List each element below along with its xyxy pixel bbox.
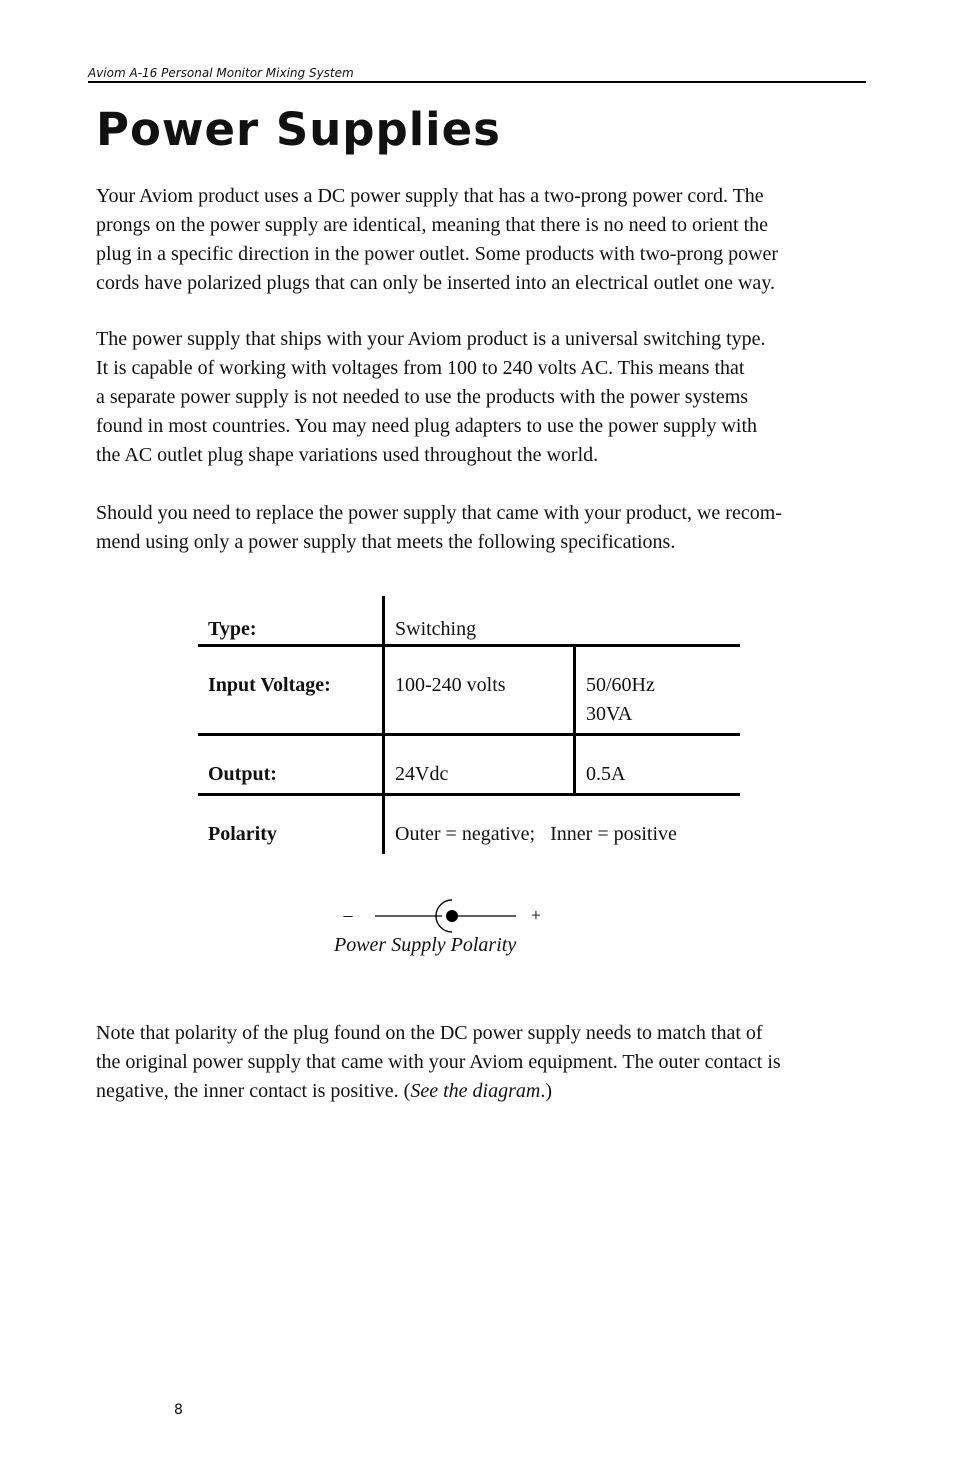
see-diagram-reference: See the diagram [410,1080,541,1102]
spec-value-polarity: Outer = negative; Inner = positive [382,796,740,854]
page-number: 8 [174,1402,183,1418]
spec-label-polarity: Polarity [208,823,277,845]
inner-contact-dot [446,910,458,922]
replacement-paragraph: Should you need to replace the power supply that came with your product, we recom- mend using only a power supply that meets the following specifications. [96,502,782,553]
diagram-caption: Power Supply Polarity [334,934,517,956]
spec-label-type: Type: [208,618,257,640]
spec-row-type [198,596,740,647]
spec-power-rating: 30VA [586,703,633,725]
polarity-note-end: .) [540,1080,553,1102]
spec-value-type: Switching [382,596,740,644]
polarity-note-text: Note that polarity of the plug found on the DC power supply needs to match that of the original power supply that came with your Aviom equipment. The outer contact is negative, the inner contact is positive. ( [96,1022,781,1102]
spec-label-output: Output: [208,763,277,785]
plus-symbol: + [530,905,542,925]
spec-value-input-voltage: 100-240 volts [382,647,573,733]
spec-row-input-voltage [198,647,740,736]
spec-row-polarity [198,796,740,854]
spec-extra-output: 0.5A [573,736,740,793]
minus-symbol: – [343,905,353,925]
spec-extra-input-voltage [573,647,740,733]
spec-label-input-voltage: Input Voltage: [208,674,331,696]
spec-row-output [198,736,740,796]
polarity-note-paragraph [96,1019,856,1106]
polarity-diagram [330,896,560,936]
spec-table [198,596,740,854]
spec-frequency: 50/60Hz [586,674,655,696]
spec-value-output: 24Vdc [382,736,573,793]
running-header: Aviom A-16 Personal Monitor Mixing System [88,66,866,83]
page-title: Power Supplies [96,103,501,156]
intro-paragraph: Your Aviom product uses a DC power supply that has a two-prong power cord. The prongs on the power supply are identical, meaning that there is no need to orient the plug in a specific direction in the power outlet. Some products with two-prong power cords have polarized plugs that can only be inserted into an electrical outlet one way. [96,185,779,294]
universal-supply-paragraph: The power supply that ships with your Aviom product is a universal switching type. It is capable of working with voltages from 100 to 240 volts AC. This means that a separate power supply is not needed to use the products with the power systems found in most countries. You may need plug adapters to use the power supply with the AC outlet plug shape variations used throughout the world. [96,328,766,466]
